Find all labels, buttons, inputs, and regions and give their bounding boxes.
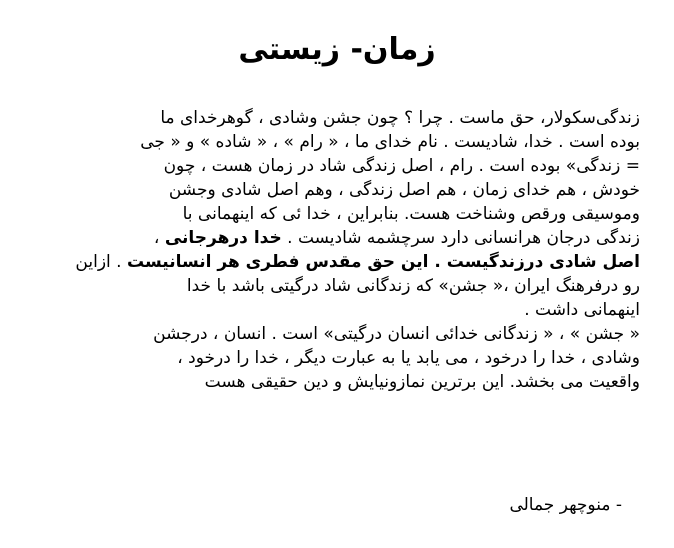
body-line bbox=[28, 226, 640, 250]
body-line bbox=[28, 130, 640, 154]
text-run: . ازاین bbox=[75, 252, 127, 272]
body-line bbox=[28, 322, 640, 346]
document-body bbox=[28, 106, 640, 394]
text-run: خودش ، هم خدای زمان ، هم اصل زندگی ، وهم اصل شادی وجشن bbox=[168, 180, 640, 200]
text-run: « جشن » ، « زندگانی خدائی انسان درگیتی» است . انسان ، درجشن bbox=[153, 324, 640, 344]
text-run: ، bbox=[153, 228, 165, 248]
body-line bbox=[28, 106, 640, 130]
document-title: زمان- زیستی bbox=[238, 32, 436, 67]
text-run: وموسیقی ورقص وشناخت هست. بنابراین ، خدا ئی که اینهمانی با bbox=[182, 204, 640, 224]
text-run: زندگی‌سکولار، حق ماست . چرا ؟ چون جشن وشادی ، گوهرخدای ما bbox=[160, 108, 640, 128]
text-run: رو درفرهنگ ایران ،« جشن» که زندگانی شاد درگیتی باشد با خدا bbox=[186, 276, 640, 296]
text-run: واقعیت می بخشد. این برترین نمازونیایش و دین حقیقی هست bbox=[204, 372, 640, 392]
body-line bbox=[28, 154, 640, 178]
body-line bbox=[28, 202, 640, 226]
body-line bbox=[28, 346, 640, 370]
text-run: اینهمانی داشت . bbox=[524, 300, 640, 320]
text-run: = زندگی» بوده است . رام ، اصل زندگی شاد در زمان هست ، چون bbox=[163, 156, 640, 176]
text-run: بوده است . خدا، شادیست . نام خدای ما ، « رام » ، « شاده » و « جی bbox=[140, 132, 640, 152]
body-line bbox=[28, 298, 640, 322]
emphasized-text: اصل شادی درزندگیست . این حق مقدس فطری هر انسانیست bbox=[126, 252, 640, 272]
body-line bbox=[28, 250, 640, 274]
body-line bbox=[28, 178, 640, 202]
emphasized-text: خدا درهرجانی bbox=[164, 228, 282, 248]
body-line bbox=[28, 274, 640, 298]
body-line bbox=[28, 370, 640, 394]
author-signature: - منوچهر جمالی bbox=[509, 495, 622, 515]
text-run: زندگی درجان هرانسانی دارد سرچشمه شادیست . bbox=[281, 228, 640, 248]
text-run: وشادی ، خدا را درخود ، می یابد یا به عبارت دیگر ، خدا را درخود ، bbox=[177, 348, 640, 368]
